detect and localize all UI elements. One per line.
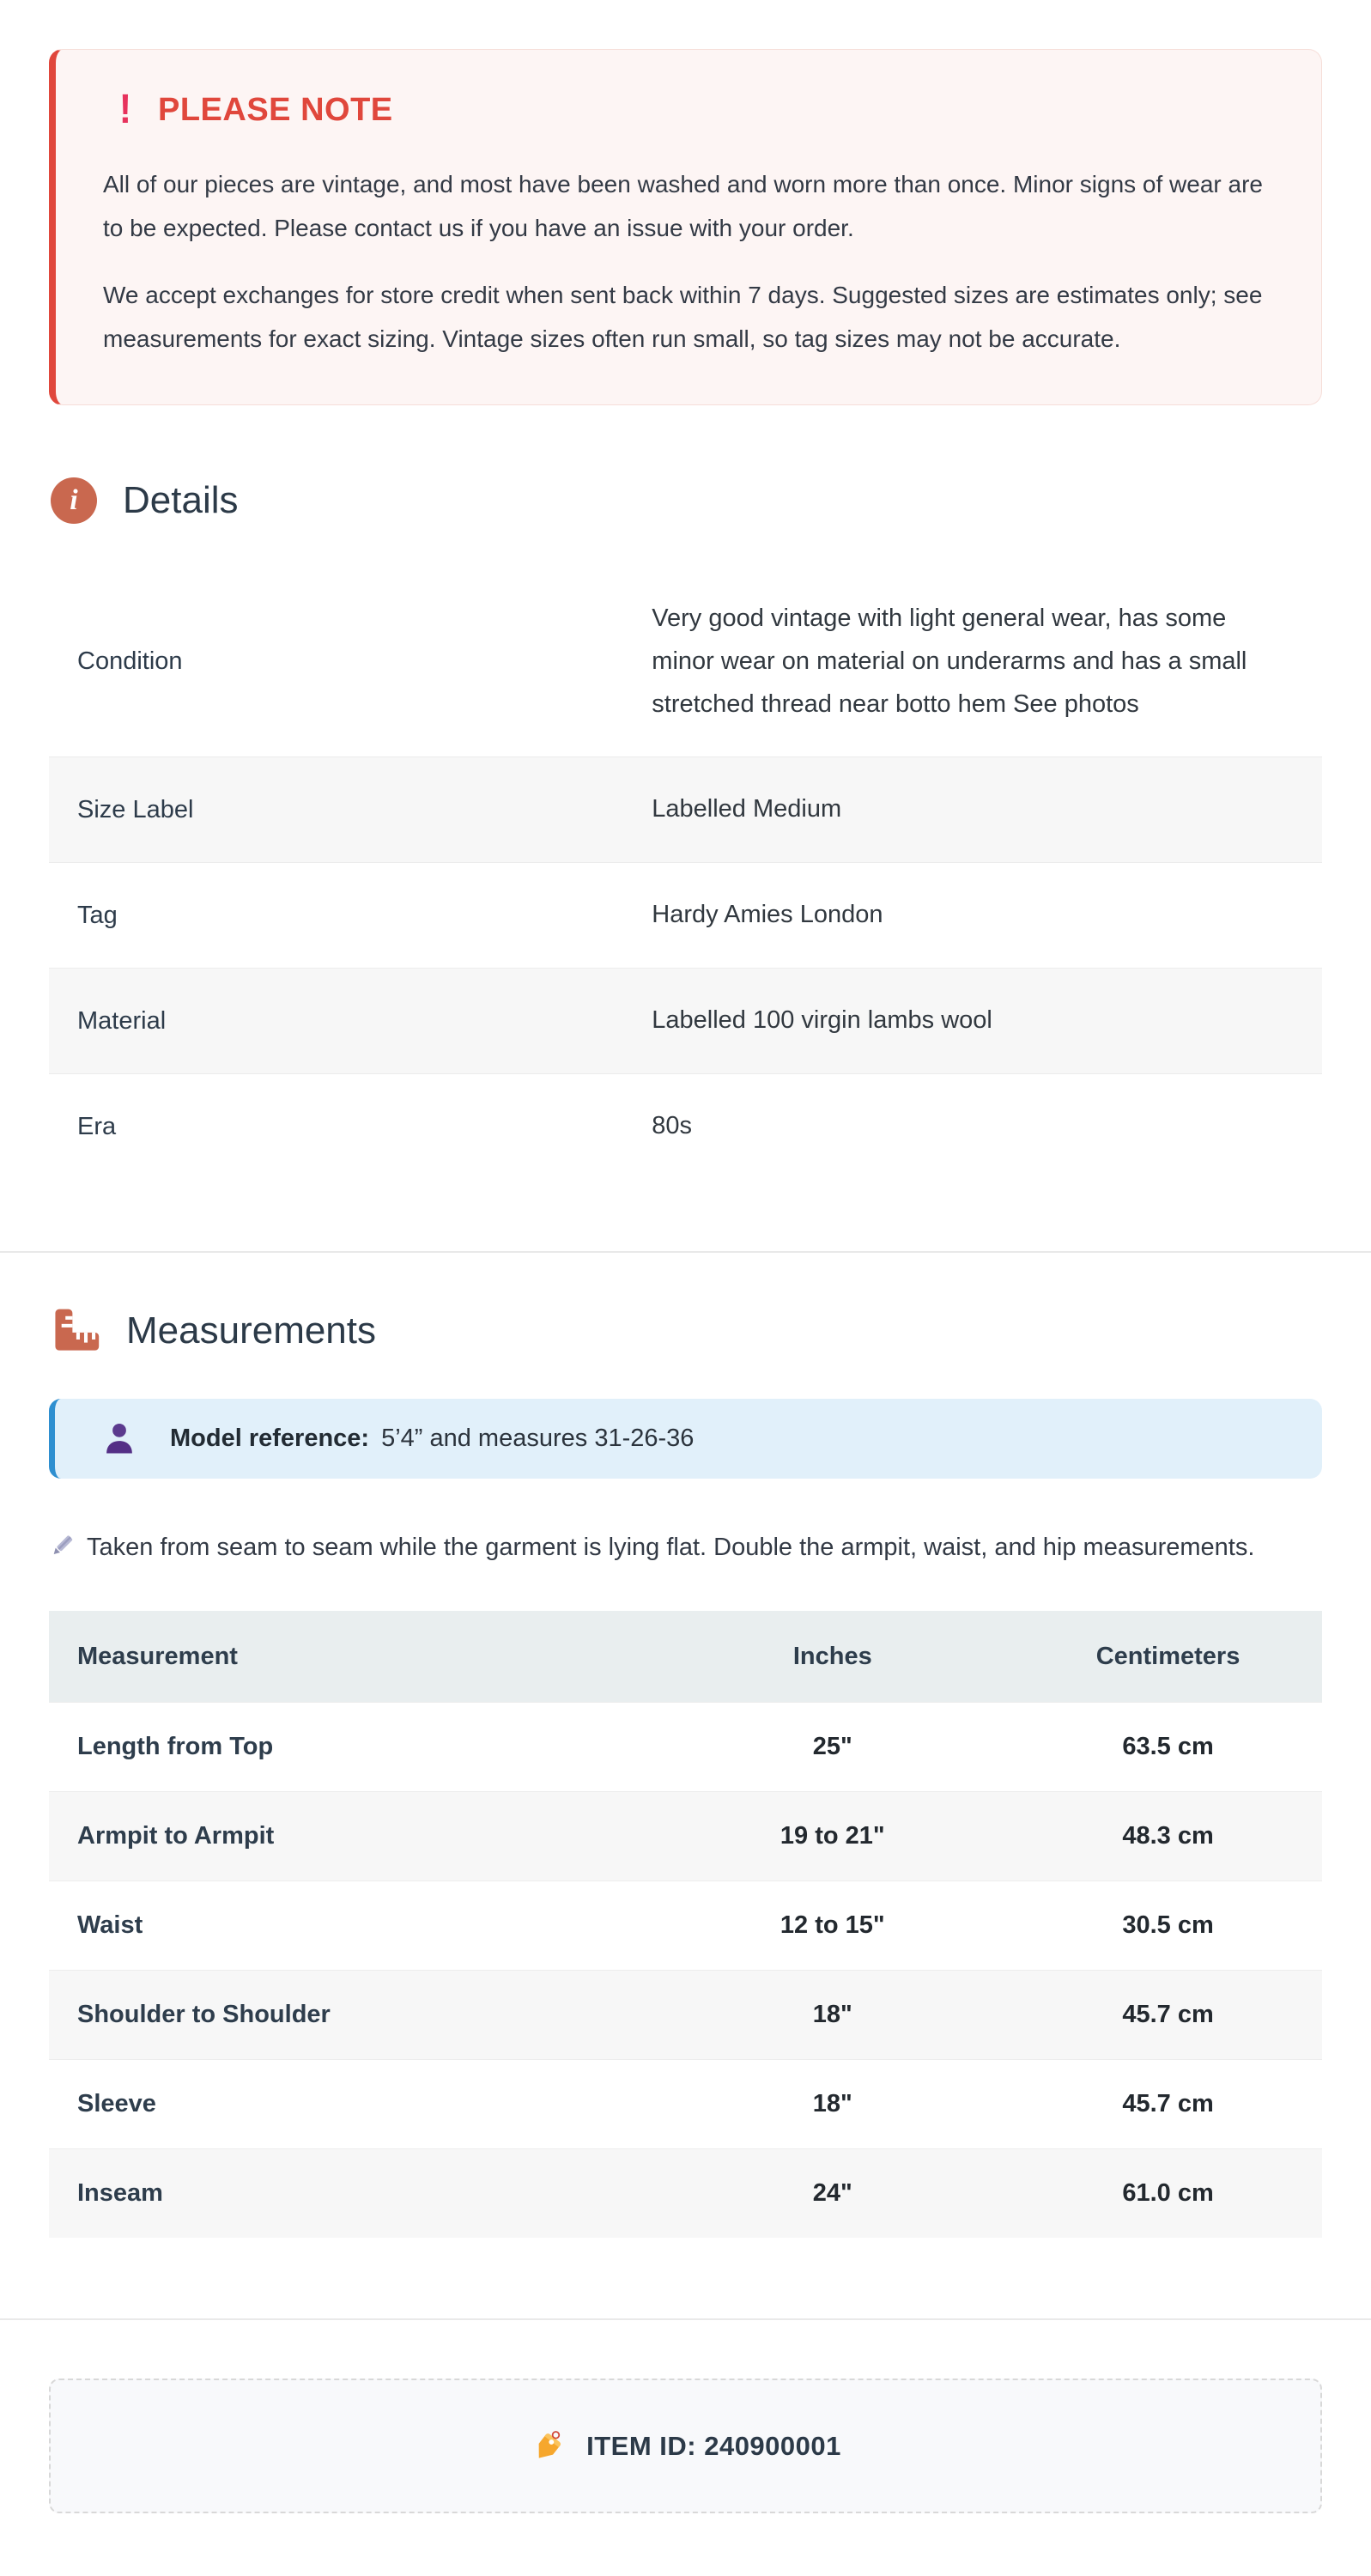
details-section-title: Details: [123, 478, 239, 521]
measurement-row-waist: [49, 1880, 1322, 1970]
measurement-note-text: Taken from seam to seam while the garment is lying flat. Double the armpit, waist, and hip measurements.: [87, 1533, 1255, 1561]
model-reference-text: [170, 1425, 694, 1453]
cm-value: 61.0 cm: [1122, 2179, 1214, 2208]
pencil-icon: [49, 1533, 75, 1558]
section-divider: [0, 1251, 1371, 1253]
details-table: [49, 567, 1322, 1179]
section-divider: [0, 2318, 1371, 2320]
inches-value: 25": [812, 1733, 852, 1761]
details-section: [49, 477, 1322, 1179]
measurements-section: [49, 1306, 1322, 2238]
note-paragraph: All of our pieces are vintage, and most have been washed and worn more than once. Minor signs of wear are to be expected. Please contact us if you have an issue with your order.: [103, 171, 1263, 241]
model-reference-label: Model reference:: [170, 1424, 370, 1452]
measurement-row-shoulder-to-shoulder: [49, 1970, 1322, 2059]
ruler-icon: [51, 1306, 100, 1356]
measurement-row-inseam: [49, 2148, 1322, 2238]
details-row-material: [49, 968, 1322, 1073]
model-bust-icon: [101, 1420, 137, 1456]
item-id-box: [49, 2379, 1322, 2513]
measurement-row-armpit-to-armpit: [49, 1791, 1322, 1880]
row-value: Labelled Medium: [652, 795, 842, 823]
measurement-name: Sleeve: [77, 2090, 156, 2118]
exclamation-icon: !: [118, 87, 132, 132]
details-row-era: [49, 1073, 1322, 1179]
row-label: Condition: [77, 647, 183, 676]
note-title-row: [103, 89, 1270, 131]
model-reference-box: [49, 1399, 1322, 1479]
inches-value: 24": [812, 2179, 852, 2208]
row-label: Era: [77, 1112, 117, 1140]
measurement-name: Inseam: [77, 2179, 163, 2208]
inches-value: 18": [812, 2090, 852, 2118]
item-id-text: ITEM ID: 240900001: [586, 2430, 841, 2461]
details-heading-row: [51, 477, 1322, 524]
cm-value: 48.3 cm: [1122, 1822, 1214, 1850]
measurement-name: Shoulder to Shoulder: [77, 2001, 331, 2029]
please-note-box: [49, 49, 1322, 405]
cm-value: 30.5 cm: [1122, 1911, 1214, 1940]
row-value: Very good vintage with light general wear, has some minor wear on material on underarms and has a small stretched thread near botto hem See photos: [652, 604, 1247, 718]
inches-value: 18": [812, 2001, 852, 2029]
measurement-note: [49, 1525, 1268, 1570]
details-row-size-label: [49, 756, 1322, 862]
header-cell-measurement: Measurement: [77, 1642, 238, 1670]
note-paragraph: We accept exchanges for store credit when sent back within 7 days. Suggested sizes are estimates only; see measurements for exact sizing. Vintage sizes often run small, so tag sizes may not be accurate.: [103, 281, 1263, 352]
row-value: 80s: [652, 1112, 693, 1140]
measurement-row-sleeve: [49, 2059, 1322, 2148]
measurement-name: Armpit to Armpit: [77, 1822, 275, 1850]
row-label: Tag: [77, 901, 118, 929]
info-icon: i: [51, 477, 97, 524]
measurement-row-length-from-top: [49, 1702, 1322, 1791]
inches-value: 19 to 21": [780, 1822, 885, 1850]
measurements-heading-row: [51, 1306, 1322, 1356]
measurements-table: [49, 1611, 1322, 2238]
row-value: Labelled 100 virgin lambs wool: [652, 1006, 992, 1035]
cm-value: 45.7 cm: [1122, 2090, 1214, 2118]
model-reference-value: 5’4” and measures 31-26-36: [381, 1424, 695, 1452]
measurement-name: Length from Top: [77, 1733, 274, 1761]
row-label: Material: [77, 1006, 167, 1035]
details-row-condition: [49, 567, 1322, 757]
header-cell-inches: Inches: [792, 1642, 872, 1670]
tag-icon: [530, 2429, 564, 2464]
row-label: Size Label: [77, 795, 194, 823]
details-row-tag: [49, 862, 1322, 968]
inches-value: 12 to 15": [780, 1911, 885, 1940]
cm-value: 45.7 cm: [1122, 2001, 1214, 2029]
row-value: Hardy Amies London: [652, 901, 883, 929]
header-cell-centimeters: Centimeters: [1095, 1642, 1241, 1670]
cm-value: 63.5 cm: [1122, 1733, 1214, 1761]
note-title: PLEASE NOTE: [157, 91, 393, 128]
measurements-section-title: Measurements: [126, 1309, 377, 1352]
measurement-name: Waist: [77, 1911, 143, 1940]
measurements-table-header: [49, 1611, 1322, 1702]
